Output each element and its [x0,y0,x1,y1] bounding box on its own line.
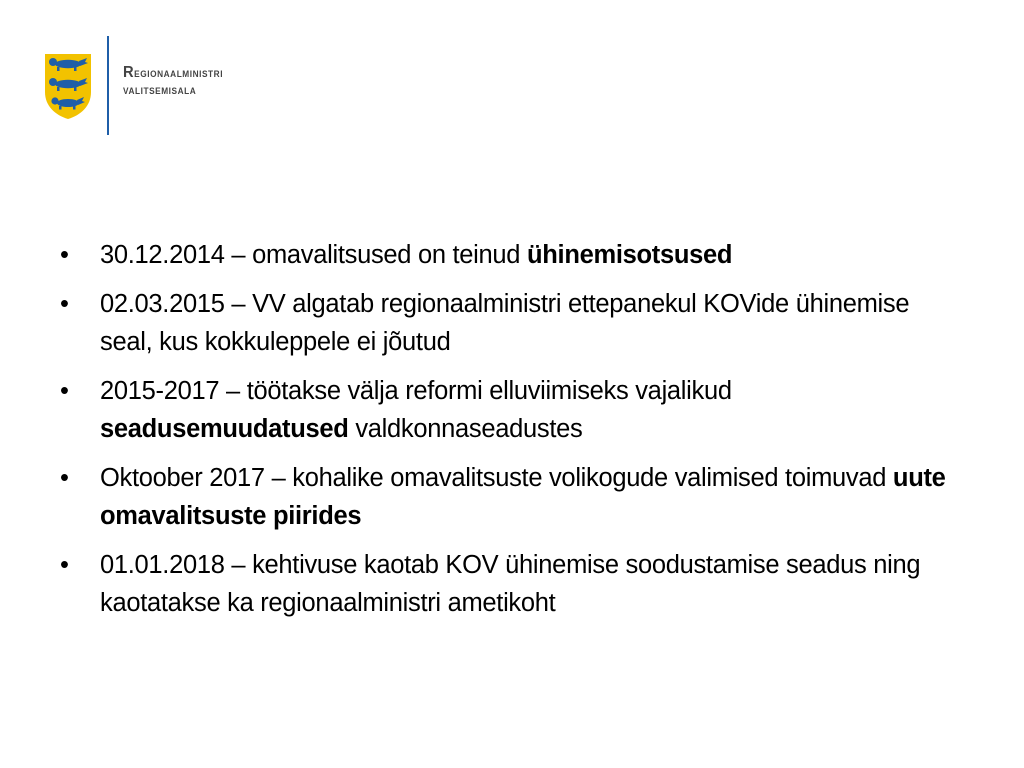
bullet-text: 2015-2017 – töötakse välja reformi elluviimiseks vajalikud [100,377,732,405]
bullet-bold-text: ühinemisotsused [526,241,733,269]
logo-divider [107,36,109,135]
bullet-text: 01.01.2018 – kehtivuse kaotab KOV ühinemise soodustamise seadus ning kaotatakse ka regionaalministri ametikoht [100,551,921,617]
bullet-item [58,285,958,361]
ministry-name-line2: valitsemisala [123,82,197,97]
bullet-item [58,236,958,274]
bullet-bold-text: seadusemuudatused [100,415,349,443]
estonian-coat-of-arms-icon [43,52,93,120]
bullet-bold-text: uute omavalitsuste piirides [100,464,946,530]
bullet-text: 30.12.2014 – omavalitsused on teinud [100,241,527,269]
bullet-item [58,372,958,448]
bullet-text: 02.03.2015 – VV algatab regionaalministri ettepanekul KOVide ühinemise seal, kus kokkuleppele ei jõutud [100,290,910,356]
ministry-name [123,64,223,98]
bullet-item [58,459,958,535]
bullet-item [58,546,958,622]
bullet-text-after: valdkonnaseadustes [348,415,583,443]
bullet-text: Oktoober 2017 – kohalike omavalitsuste volikogude valimised toimuvad [100,464,893,492]
ministry-name-line1: Regionaalministri [123,64,224,81]
timeline-bullet-list [58,236,958,633]
